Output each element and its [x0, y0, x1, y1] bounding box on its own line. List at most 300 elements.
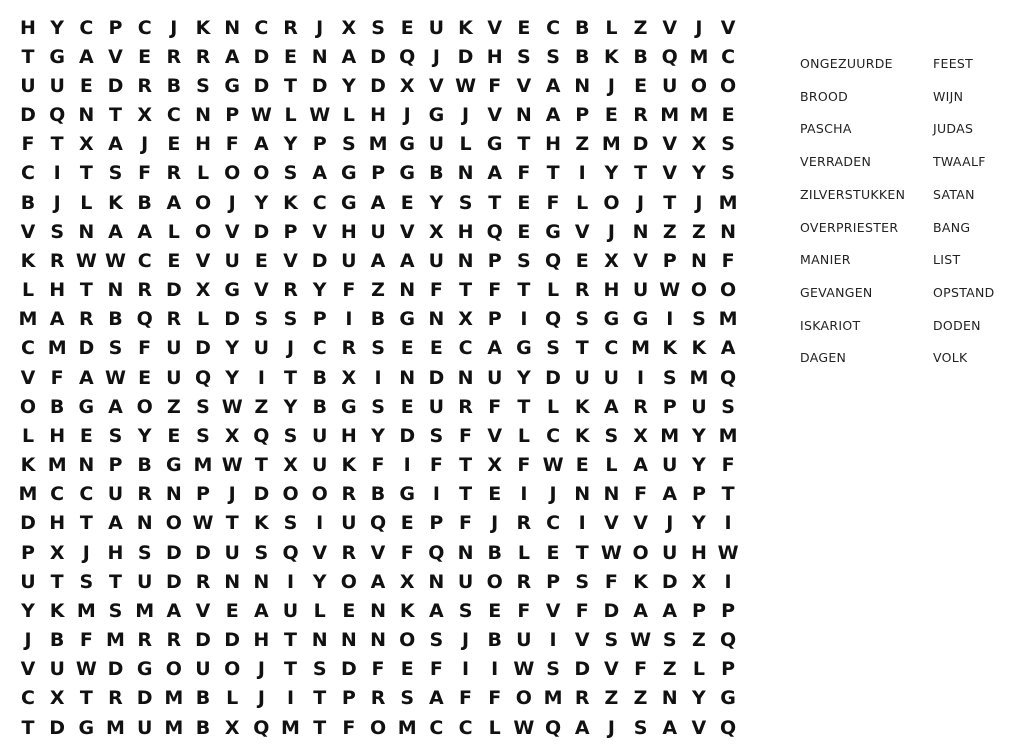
grid-letter[interactable]: O: [690, 74, 707, 97]
grid-letter[interactable]: N: [340, 629, 357, 652]
grid-letter[interactable]: Q: [194, 366, 212, 389]
grid-letter[interactable]: C: [21, 337, 35, 360]
grid-letter[interactable]: H: [457, 220, 474, 243]
grid-letter[interactable]: G: [399, 308, 415, 331]
grid-letter[interactable]: A: [370, 191, 386, 214]
grid-letter[interactable]: D: [107, 658, 124, 681]
grid-letter[interactable]: D: [545, 366, 561, 389]
grid-letter[interactable]: V: [370, 541, 386, 564]
grid-letter[interactable]: E: [167, 424, 181, 447]
grid-letter[interactable]: U: [632, 279, 649, 302]
grid-letter[interactable]: O: [194, 191, 212, 214]
grid-letter[interactable]: F: [138, 337, 152, 360]
grid-letter[interactable]: A: [108, 133, 123, 156]
grid-letter[interactable]: T: [313, 716, 327, 739]
grid-letter[interactable]: E: [138, 45, 152, 68]
grid-letter[interactable]: Q: [720, 629, 737, 652]
grid-letter[interactable]: X: [691, 133, 707, 156]
grid-letter[interactable]: F: [400, 541, 414, 564]
grid-letter[interactable]: O: [369, 716, 387, 739]
grid-letter[interactable]: D: [165, 570, 182, 593]
grid-letter[interactable]: L: [605, 16, 618, 39]
grid-letter[interactable]: V: [195, 599, 211, 622]
grid-letter[interactable]: X: [224, 424, 240, 447]
grid-letter[interactable]: U: [428, 249, 445, 272]
grid-letter[interactable]: J: [695, 16, 703, 39]
grid-letter[interactable]: N: [195, 104, 211, 126]
grid-letter[interactable]: S: [458, 191, 473, 214]
grid-letter[interactable]: F: [634, 483, 648, 506]
grid-letter[interactable]: A: [254, 599, 269, 622]
grid-letter[interactable]: S: [546, 45, 560, 68]
grid-letter[interactable]: E: [429, 337, 443, 360]
grid-letter[interactable]: A: [224, 45, 240, 68]
grid-letter[interactable]: A: [166, 191, 182, 214]
grid-letter[interactable]: S: [283, 512, 298, 535]
grid-letter[interactable]: K: [604, 45, 619, 68]
grid-letter[interactable]: X: [399, 74, 415, 97]
grid-letter[interactable]: F: [546, 191, 560, 214]
grid-letter[interactable]: S: [721, 133, 735, 156]
grid-letter[interactable]: Y: [283, 133, 298, 156]
grid-letter[interactable]: H: [49, 424, 66, 447]
grid-letter[interactable]: L: [459, 133, 472, 156]
grid-letter[interactable]: R: [166, 308, 182, 331]
grid-letter[interactable]: U: [662, 541, 678, 564]
grid-letter[interactable]: C: [546, 16, 561, 39]
grid-letter[interactable]: T: [284, 366, 297, 389]
grid-letter[interactable]: Q: [428, 541, 445, 564]
grid-letter[interactable]: Y: [692, 162, 706, 185]
grid-letter[interactable]: C: [50, 483, 65, 506]
grid-letter[interactable]: A: [166, 599, 182, 622]
grid-letter[interactable]: Y: [50, 16, 65, 39]
grid-letter[interactable]: G: [486, 133, 503, 156]
grid-letter[interactable]: L: [80, 191, 93, 214]
grid-letter[interactable]: T: [284, 74, 297, 97]
grid-letter[interactable]: R: [516, 570, 532, 593]
grid-letter[interactable]: T: [575, 541, 589, 564]
grid-letter[interactable]: F: [488, 395, 502, 418]
grid-letter[interactable]: I: [316, 512, 324, 535]
grid-letter[interactable]: W: [542, 454, 564, 477]
grid-letter[interactable]: D: [20, 104, 36, 126]
grid-letter[interactable]: U: [574, 366, 590, 389]
grid-letter[interactable]: L: [342, 104, 355, 126]
grid-letter[interactable]: Q: [544, 308, 562, 331]
grid-letter[interactable]: I: [666, 308, 674, 331]
grid-letter[interactable]: J: [666, 512, 674, 535]
grid-letter[interactable]: R: [166, 45, 182, 68]
grid-letter[interactable]: J: [141, 133, 149, 156]
grid-letter[interactable]: U: [224, 541, 240, 564]
grid-letter[interactable]: D: [195, 541, 211, 564]
grid-letter[interactable]: S: [342, 133, 356, 156]
grid-letter[interactable]: N: [78, 104, 95, 126]
grid-letter[interactable]: T: [459, 454, 473, 477]
grid-letter[interactable]: M: [543, 687, 563, 710]
grid-letter[interactable]: U: [195, 658, 211, 681]
grid-letter[interactable]: C: [21, 162, 35, 185]
grid-letter[interactable]: B: [195, 687, 211, 710]
grid-letter[interactable]: N: [690, 249, 707, 272]
grid-letter[interactable]: O: [194, 220, 212, 243]
grid-letter[interactable]: I: [724, 570, 732, 593]
grid-letter[interactable]: N: [603, 483, 620, 506]
grid-letter[interactable]: Z: [166, 395, 181, 418]
grid-letter[interactable]: J: [462, 104, 470, 126]
grid-letter[interactable]: V: [312, 541, 328, 564]
grid-letter[interactable]: T: [459, 483, 473, 506]
grid-letter[interactable]: X: [341, 366, 357, 389]
grid-letter[interactable]: A: [108, 220, 123, 243]
grid-letter[interactable]: W: [221, 454, 243, 477]
grid-letter[interactable]: Z: [254, 395, 269, 418]
grid-letter[interactable]: S: [196, 74, 210, 97]
grid-letter[interactable]: V: [662, 16, 678, 39]
grid-letter[interactable]: G: [603, 308, 620, 331]
grid-letter[interactable]: G: [545, 220, 561, 243]
grid-letter[interactable]: I: [374, 366, 382, 389]
grid-letter[interactable]: G: [224, 279, 240, 302]
grid-letter[interactable]: D: [78, 337, 95, 360]
grid-letter[interactable]: R: [79, 308, 94, 331]
grid-letter[interactable]: E: [546, 541, 560, 564]
grid-letter[interactable]: B: [312, 366, 327, 389]
grid-letter[interactable]: T: [109, 104, 122, 126]
grid-letter[interactable]: X: [429, 220, 444, 243]
grid-letter[interactable]: M: [718, 308, 738, 331]
grid-letter[interactable]: G: [341, 191, 357, 214]
grid-letter[interactable]: D: [253, 220, 270, 243]
grid-letter[interactable]: S: [633, 716, 648, 739]
grid-letter[interactable]: W: [513, 658, 535, 681]
grid-letter[interactable]: O: [224, 658, 241, 681]
grid-letter[interactable]: P: [721, 599, 736, 622]
grid-letter[interactable]: H: [340, 424, 357, 447]
grid-letter[interactable]: K: [574, 395, 590, 418]
grid-letter[interactable]: R: [633, 104, 648, 126]
grid-letter[interactable]: J: [607, 74, 615, 97]
grid-letter[interactable]: Z: [604, 687, 619, 710]
grid-letter[interactable]: Z: [633, 16, 648, 39]
grid-letter[interactable]: F: [371, 454, 385, 477]
grid-letter[interactable]: G: [78, 395, 95, 418]
grid-letter[interactable]: F: [429, 279, 443, 302]
grid-letter[interactable]: W: [105, 366, 126, 389]
grid-letter[interactable]: E: [604, 104, 618, 126]
grid-letter[interactable]: G: [428, 104, 445, 126]
grid-letter[interactable]: D: [370, 74, 386, 97]
grid-letter[interactable]: R: [166, 629, 182, 652]
grid-letter[interactable]: D: [165, 541, 182, 564]
grid-letter[interactable]: M: [18, 483, 38, 506]
grid-letter[interactable]: V: [662, 162, 678, 185]
grid-letter[interactable]: U: [662, 454, 678, 477]
grid-letter[interactable]: F: [138, 162, 152, 185]
grid-letter[interactable]: U: [487, 366, 503, 389]
grid-letter[interactable]: V: [254, 279, 269, 302]
grid-letter[interactable]: K: [458, 16, 473, 39]
grid-letter[interactable]: Z: [662, 220, 677, 243]
grid-letter[interactable]: I: [462, 658, 470, 681]
grid-letter[interactable]: A: [254, 133, 269, 156]
grid-letter[interactable]: E: [400, 337, 414, 360]
grid-letter[interactable]: N: [78, 220, 95, 243]
grid-letter[interactable]: M: [718, 191, 738, 214]
grid-letter[interactable]: I: [549, 629, 557, 652]
grid-letter[interactable]: J: [491, 512, 499, 535]
grid-letter[interactable]: U: [49, 74, 65, 97]
grid-letter[interactable]: O: [603, 191, 620, 214]
grid-letter[interactable]: D: [20, 512, 36, 535]
grid-letter[interactable]: E: [400, 191, 414, 214]
grid-letter[interactable]: S: [458, 599, 473, 622]
grid-letter[interactable]: O: [632, 541, 649, 564]
grid-letter[interactable]: W: [75, 249, 97, 272]
grid-letter[interactable]: V: [283, 249, 298, 272]
grid-letter[interactable]: W: [309, 104, 331, 126]
grid-letter[interactable]: Y: [312, 570, 327, 593]
grid-letter[interactable]: L: [605, 454, 618, 477]
grid-letter[interactable]: E: [488, 483, 502, 506]
grid-letter[interactable]: S: [108, 162, 123, 185]
grid-letter[interactable]: E: [400, 395, 414, 418]
grid-letter[interactable]: J: [257, 658, 265, 681]
grid-letter[interactable]: V: [195, 249, 211, 272]
grid-letter[interactable]: F: [459, 687, 473, 710]
grid-letter[interactable]: T: [254, 454, 268, 477]
grid-letter[interactable]: N: [253, 570, 270, 593]
grid-letter[interactable]: G: [224, 74, 240, 97]
grid-letter[interactable]: P: [691, 483, 706, 506]
grid-letter[interactable]: U: [516, 629, 532, 652]
grid-letter[interactable]: X: [458, 308, 473, 331]
grid-letter[interactable]: E: [517, 16, 531, 39]
grid-letter[interactable]: P: [283, 220, 298, 243]
grid-letter[interactable]: E: [284, 45, 297, 68]
grid-letter[interactable]: U: [282, 599, 299, 622]
grid-letter[interactable]: F: [517, 162, 531, 185]
grid-letter[interactable]: N: [720, 220, 737, 243]
grid-letter[interactable]: P: [108, 454, 123, 477]
grid-letter[interactable]: U: [428, 395, 445, 418]
grid-letter[interactable]: U: [603, 366, 620, 389]
grid-letter[interactable]: Y: [692, 687, 706, 710]
grid-letter[interactable]: K: [691, 337, 707, 360]
grid-letter[interactable]: V: [545, 599, 561, 622]
grid-letter[interactable]: R: [195, 570, 211, 593]
grid-letter[interactable]: E: [517, 191, 531, 214]
grid-letter[interactable]: L: [21, 424, 35, 447]
grid-letter[interactable]: L: [196, 308, 210, 331]
grid-letter[interactable]: F: [342, 279, 356, 302]
grid-letter[interactable]: S: [254, 541, 269, 564]
grid-letter[interactable]: Z: [633, 687, 648, 710]
grid-letter[interactable]: G: [166, 454, 182, 477]
grid-letter[interactable]: U: [253, 337, 270, 360]
grid-letter[interactable]: Y: [604, 162, 619, 185]
grid-letter[interactable]: D: [370, 45, 386, 68]
grid-letter[interactable]: Y: [225, 337, 240, 360]
grid-letter[interactable]: Y: [21, 599, 35, 622]
grid-letter[interactable]: Q: [49, 104, 66, 126]
grid-letter[interactable]: V: [20, 220, 36, 243]
grid-letter[interactable]: D: [603, 599, 620, 622]
grid-letter[interactable]: W: [75, 658, 97, 681]
grid-letter[interactable]: M: [689, 45, 709, 68]
grid-letter[interactable]: A: [720, 337, 736, 360]
grid-letter[interactable]: K: [399, 599, 415, 622]
grid-letter[interactable]: Q: [544, 249, 562, 272]
grid-letter[interactable]: X: [691, 570, 707, 593]
grid-letter[interactable]: M: [76, 599, 96, 622]
grid-letter[interactable]: O: [399, 629, 416, 652]
grid-letter[interactable]: S: [108, 599, 123, 622]
grid-letter[interactable]: U: [341, 512, 357, 535]
grid-letter[interactable]: X: [399, 570, 415, 593]
grid-letter[interactable]: V: [487, 424, 503, 447]
grid-letter[interactable]: R: [574, 687, 590, 710]
grid-letter[interactable]: L: [488, 716, 501, 739]
grid-letter[interactable]: V: [691, 716, 707, 739]
grid-letter[interactable]: M: [631, 337, 651, 360]
grid-letter[interactable]: F: [459, 512, 473, 535]
grid-letter[interactable]: S: [254, 308, 269, 331]
grid-letter[interactable]: D: [136, 687, 153, 710]
grid-letter[interactable]: J: [637, 191, 645, 214]
grid-letter[interactable]: S: [692, 308, 706, 331]
grid-letter[interactable]: E: [634, 74, 648, 97]
grid-letter[interactable]: R: [137, 483, 152, 506]
grid-letter[interactable]: E: [79, 424, 93, 447]
grid-letter[interactable]: R: [574, 279, 590, 302]
grid-letter[interactable]: A: [341, 45, 357, 68]
grid-letter[interactable]: D: [195, 629, 211, 652]
grid-letter[interactable]: B: [20, 191, 36, 214]
grid-letter[interactable]: H: [195, 133, 211, 156]
grid-letter[interactable]: K: [662, 337, 678, 360]
grid-letter[interactable]: G: [341, 395, 357, 418]
grid-letter[interactable]: I: [637, 366, 645, 389]
grid-letter[interactable]: U: [311, 424, 328, 447]
grid-letter[interactable]: I: [724, 512, 732, 535]
grid-letter[interactable]: J: [24, 629, 32, 652]
grid-letter[interactable]: B: [429, 162, 444, 185]
grid-letter[interactable]: J: [403, 104, 411, 126]
grid-letter[interactable]: S: [575, 308, 590, 331]
grid-letter[interactable]: C: [429, 716, 444, 739]
grid-letter[interactable]: O: [165, 512, 182, 535]
grid-letter[interactable]: S: [721, 162, 735, 185]
grid-letter[interactable]: X: [79, 133, 94, 156]
grid-letter[interactable]: T: [79, 279, 93, 302]
grid-letter[interactable]: W: [630, 629, 652, 652]
grid-letter[interactable]: M: [689, 366, 709, 389]
grid-letter[interactable]: I: [578, 162, 586, 185]
grid-letter[interactable]: S: [662, 366, 677, 389]
grid-letter[interactable]: N: [165, 483, 182, 506]
grid-letter[interactable]: X: [341, 16, 357, 39]
grid-letter[interactable]: R: [49, 249, 65, 272]
grid-letter[interactable]: P: [371, 162, 385, 185]
grid-letter[interactable]: S: [137, 541, 152, 564]
grid-letter[interactable]: D: [340, 658, 357, 681]
grid-letter[interactable]: J: [549, 483, 557, 506]
grid-letter[interactable]: R: [341, 541, 357, 564]
grid-letter[interactable]: Y: [692, 424, 706, 447]
grid-letter[interactable]: A: [662, 716, 678, 739]
grid-letter[interactable]: G: [399, 483, 415, 506]
grid-letter[interactable]: J: [607, 716, 615, 739]
grid-letter[interactable]: T: [50, 133, 64, 156]
grid-letter[interactable]: B: [137, 454, 152, 477]
grid-letter[interactable]: F: [50, 366, 64, 389]
grid-letter[interactable]: S: [283, 308, 298, 331]
grid-letter[interactable]: L: [21, 279, 35, 302]
grid-letter[interactable]: Q: [136, 308, 153, 331]
grid-letter[interactable]: G: [516, 337, 532, 360]
grid-letter[interactable]: R: [137, 74, 152, 97]
grid-letter[interactable]: T: [225, 512, 239, 535]
grid-letter[interactable]: V: [487, 16, 503, 39]
grid-letter[interactable]: I: [520, 308, 528, 331]
grid-letter[interactable]: Q: [253, 424, 270, 447]
grid-letter[interactable]: J: [170, 16, 178, 39]
grid-letter[interactable]: U: [341, 249, 357, 272]
grid-letter[interactable]: Z: [692, 220, 706, 243]
grid-letter[interactable]: L: [284, 104, 297, 126]
grid-letter[interactable]: D: [311, 249, 328, 272]
grid-letter[interactable]: L: [167, 220, 180, 243]
grid-letter[interactable]: T: [663, 191, 677, 214]
grid-letter[interactable]: N: [661, 687, 678, 710]
grid-letter[interactable]: T: [21, 45, 35, 68]
grid-letter[interactable]: M: [397, 716, 417, 739]
grid-letter[interactable]: Y: [225, 366, 240, 389]
grid-letter[interactable]: N: [574, 74, 591, 97]
grid-letter[interactable]: A: [399, 249, 415, 272]
grid-letter[interactable]: S: [371, 337, 385, 360]
grid-letter[interactable]: O: [720, 74, 737, 97]
grid-letter[interactable]: O: [515, 687, 532, 710]
grid-letter[interactable]: P: [312, 133, 327, 156]
grid-letter[interactable]: J: [607, 220, 615, 243]
grid-letter[interactable]: N: [224, 16, 241, 39]
grid-letter[interactable]: Q: [369, 512, 387, 535]
grid-letter[interactable]: V: [20, 366, 36, 389]
grid-letter[interactable]: E: [400, 16, 414, 39]
grid-letter[interactable]: M: [47, 454, 67, 477]
grid-letter[interactable]: S: [108, 337, 123, 360]
grid-letter[interactable]: O: [311, 483, 328, 506]
grid-letter[interactable]: Y: [692, 454, 706, 477]
grid-letter[interactable]: F: [634, 658, 648, 681]
grid-letter[interactable]: B: [195, 716, 211, 739]
grid-letter[interactable]: Y: [341, 74, 356, 97]
grid-letter[interactable]: T: [575, 337, 589, 360]
grid-letter[interactable]: S: [196, 395, 210, 418]
grid-letter[interactable]: B: [487, 541, 502, 564]
grid-letter[interactable]: Q: [720, 716, 737, 739]
grid-letter[interactable]: M: [193, 454, 213, 477]
grid-letter[interactable]: P: [487, 308, 502, 331]
grid-letter[interactable]: W: [600, 541, 622, 564]
grid-letter[interactable]: H: [486, 45, 503, 68]
grid-letter[interactable]: A: [487, 337, 503, 360]
grid-letter[interactable]: N: [457, 541, 474, 564]
grid-letter[interactable]: F: [429, 454, 443, 477]
